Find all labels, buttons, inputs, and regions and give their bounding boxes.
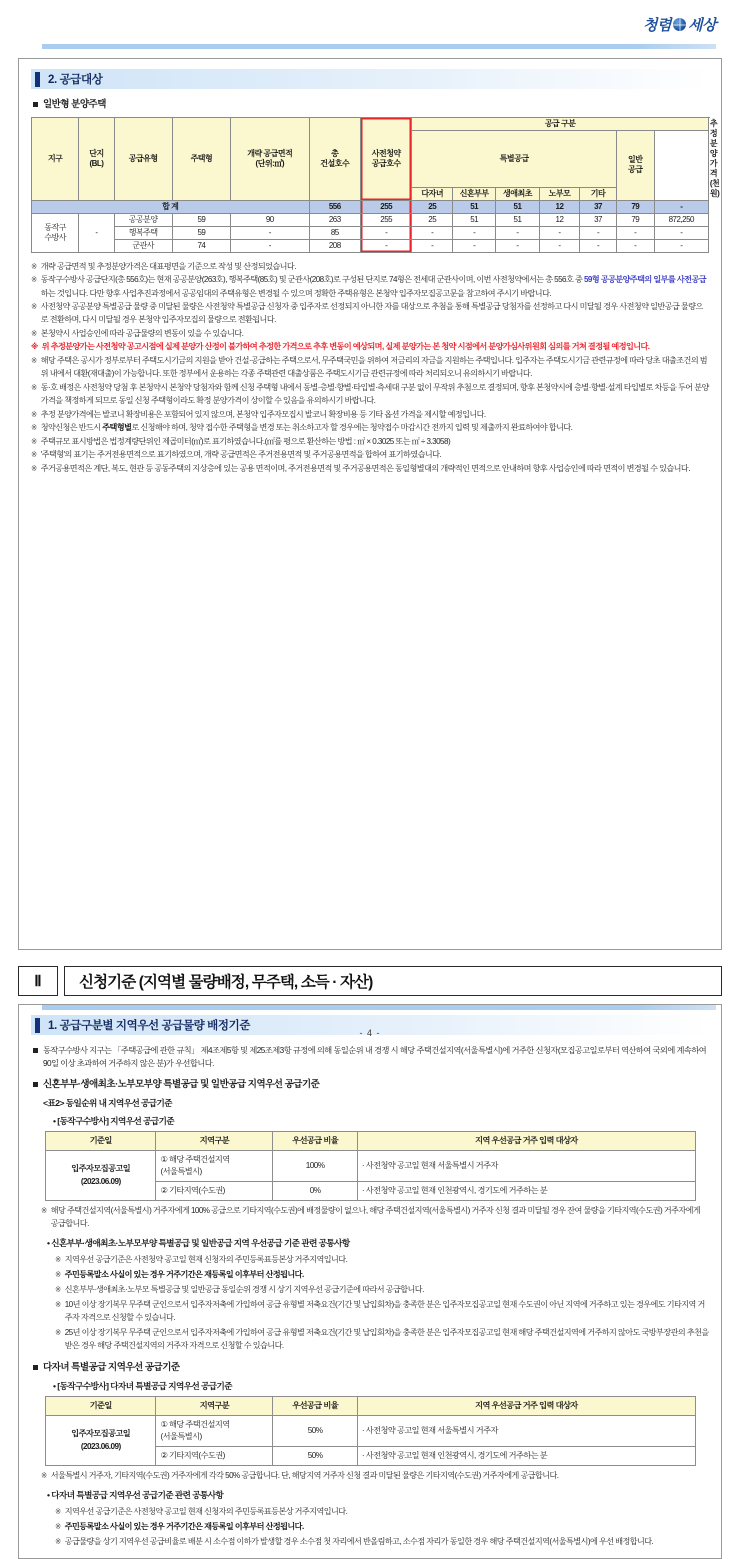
asterisk-icon: ※ bbox=[55, 1268, 61, 1281]
td-newlywed: 51 bbox=[453, 213, 496, 226]
td-target: · 사전청약 공고일 현재 인천광역시, 경기도에 거주하는 분 bbox=[357, 1447, 695, 1466]
note-item bbox=[31, 354, 709, 380]
note-item bbox=[31, 260, 709, 273]
table-b-note bbox=[41, 1470, 709, 1483]
td-etc: - bbox=[580, 239, 617, 252]
note-post: 로 신청해야 하며, 청약 접수한 주택형을 변경 또는 취소하고자 할 경우에는 청약접수 마감시간 전까지 입력 및 제출까지 완료하여야 합니다. bbox=[131, 423, 572, 432]
item-text: 지역우선 공급기준은 사전청약 공고일 현재 신청자의 주민등록표등본상 거주지역입니다. bbox=[65, 1253, 348, 1266]
note-text: 사전청약 공공분양 특별공급 물량 중 미달된 물량은 사전청약 특별공급 신청자 중 입주자로 선정되지 아니한 자를 대상으로 추첨을 통해 특별공급 당첨자를 선정하고 다시 미달될 경우 사전청약 일반공급 물량으로 전환하며, 다시 미달될 경우 본청약 입주자모집의 물량으로 전환됩니다. bbox=[41, 300, 709, 326]
td-preapply-units: 255 bbox=[360, 213, 411, 226]
td-total-units: 208 bbox=[309, 239, 360, 252]
td-total-units: 556 bbox=[309, 200, 360, 213]
asterisk-icon: ※ bbox=[55, 1535, 61, 1548]
td-total-units: 263 bbox=[309, 213, 360, 226]
th-total-units: 총 건설호수 bbox=[309, 117, 360, 200]
td-etc: - bbox=[580, 226, 617, 239]
item-text: 10년 이상 장기복무 무주택 군인으로서 입주자저축에 가입하여 공급 유형별 저축요건(기간 및 납입회차)을 충족한 분은 입주자모집공고일 현재 수도권이 아닌 지역에 거주하고 있는 경우에도 기타지역 거주자 자격으로 신청할 수 있습니다. bbox=[65, 1298, 709, 1324]
td-target: · 사전청약 공고일 현재 서울특별시 거주자 bbox=[357, 1416, 695, 1447]
base-date-line2: (2023.06.09) bbox=[81, 1442, 121, 1451]
th-etc: 기타 bbox=[580, 187, 617, 200]
td-etc: 37 bbox=[580, 213, 617, 226]
asterisk-icon: ※ bbox=[31, 260, 37, 273]
td-multi-child: - bbox=[412, 239, 453, 252]
item-text: 지역우선 공급기준은 사전청약 공고일 현재 신청자의 주민등록표등본상 거주지역입니다. bbox=[65, 1505, 348, 1518]
subhead-newlywed-criteria bbox=[33, 1078, 709, 1092]
td-est-price: - bbox=[654, 239, 708, 252]
asterisk-icon: ※ bbox=[31, 327, 37, 340]
td-total-parents: 12 bbox=[539, 200, 580, 213]
note-text: 추정 분양가격에는 발코니 확장비용은 포함되어 있지 않으며, 본청약 입주자모집시 발코니 확장비용 등 기타 옵션 가격을 제시할 예정입니다. bbox=[41, 408, 709, 421]
asterisk-icon: ※ bbox=[41, 1205, 47, 1231]
brand-logo bbox=[643, 14, 716, 35]
note-item bbox=[31, 408, 709, 421]
item-text: 공급물량을 상기 지역우선 공급비율로 배분 시 소수점 이하가 발생할 경우 소수점 첫 자리에서 반올림하고, 소수점 자리가 동일한 경우 해당 주택건설지역(서울특별시)에 우선 배정합니다. bbox=[65, 1535, 654, 1548]
table-row bbox=[46, 1416, 696, 1447]
roman-section-title: 신청기준 (지역별 물량배정, 무주택, 소득 · 자산) bbox=[64, 966, 722, 996]
td-area: - bbox=[231, 226, 310, 239]
table-header-row bbox=[46, 1132, 696, 1151]
td-total-multi-child: 25 bbox=[412, 200, 453, 213]
td-supply-type: 공공분양 bbox=[114, 213, 172, 226]
th-house-type: 주택형 bbox=[172, 117, 230, 200]
header-divider-rule bbox=[42, 44, 716, 49]
td-total-label: 합 계 bbox=[32, 200, 310, 213]
td-ratio: 50% bbox=[273, 1447, 357, 1466]
td-multi-child: 25 bbox=[412, 213, 453, 226]
th-area: 개략 공급면적 (단위:㎡) bbox=[231, 117, 310, 200]
td-complex-value: - bbox=[79, 213, 114, 252]
asterisk-icon: ※ bbox=[55, 1298, 61, 1324]
th-district: 지구 bbox=[32, 117, 79, 200]
note-pre: 동작구수방사 공급단지(총 556호)는 현재 공공분양(263호), 행복주택(85호) 및 군관사(208호)로 구성된 단지로 74형은 전세대 군관사이며, 이번 사전청약에서는 총 556호 중 bbox=[41, 275, 584, 284]
criteria-table-b bbox=[45, 1396, 696, 1466]
td-general: 79 bbox=[616, 213, 654, 226]
globe-icon bbox=[673, 18, 686, 31]
asterisk-icon: ※ bbox=[31, 340, 38, 353]
table-a-note bbox=[41, 1205, 709, 1231]
td-general: - bbox=[616, 226, 654, 239]
base-date-line2: (2023.06.09) bbox=[81, 1177, 121, 1186]
asterisk-icon: ※ bbox=[31, 435, 37, 448]
td-est-price: 872,250 bbox=[654, 213, 708, 226]
th-parents: 노부모 bbox=[539, 187, 580, 200]
subhead-text: 다자녀 특별공급 지역우선 공급기준 bbox=[43, 1361, 180, 1375]
asterisk-icon: ※ bbox=[31, 381, 37, 407]
td-est-price: - bbox=[654, 226, 708, 239]
table2-sublabel: • [동작구수방사] 지역우선 공급기준 bbox=[53, 1115, 709, 1127]
td-total-est-price: - bbox=[654, 200, 708, 213]
td-total-preapply: 255 bbox=[360, 200, 411, 213]
note-item bbox=[31, 300, 709, 326]
table-row bbox=[32, 239, 709, 252]
table-row-total bbox=[32, 200, 709, 213]
roman-numeral-box: Ⅱ bbox=[18, 966, 58, 996]
td-base-date bbox=[46, 1151, 156, 1201]
base-date-line1: 입주자모집공고일 bbox=[71, 1164, 130, 1173]
asterisk-icon: ※ bbox=[55, 1283, 61, 1296]
td-first-time: - bbox=[496, 226, 539, 239]
note-text: 본청약시 사업승인에 따라 공급물량의 변동이 있을 수 있습니다. bbox=[41, 327, 709, 340]
th-ratio: 우선공급 비율 bbox=[273, 1397, 357, 1416]
asterisk-icon: ※ bbox=[31, 354, 37, 380]
td-multi-child: - bbox=[412, 226, 453, 239]
asterisk-icon: ※ bbox=[55, 1505, 61, 1518]
td-area: - bbox=[231, 239, 310, 252]
note-item bbox=[31, 421, 709, 434]
td-newlywed: - bbox=[453, 226, 496, 239]
note-emphasis: 주택형별 bbox=[102, 423, 131, 432]
common-a-item bbox=[55, 1283, 709, 1296]
table2-caption: <표2> 동일순위 내 지역우선 공급기준 bbox=[43, 1097, 709, 1109]
note-item bbox=[31, 273, 709, 299]
td-house-type: 59 bbox=[172, 213, 230, 226]
common-section-b-title: • 다자녀 특별공급 지역우선 공급기준 관련 공통사항 bbox=[47, 1489, 709, 1501]
asterisk-icon: ※ bbox=[31, 448, 37, 461]
note-item-highlighted bbox=[31, 340, 709, 353]
base-date-line1: 입주자모집공고일 bbox=[71, 1429, 130, 1438]
subhead-text: 신혼부부·생애최초·노부모부양 특별공급 및 일반공급 지역우선 공급기준 bbox=[43, 1078, 319, 1092]
td-first-time: 51 bbox=[496, 213, 539, 226]
square-bullet-icon bbox=[33, 1365, 38, 1370]
th-special-supply: 특별공급 bbox=[412, 130, 616, 187]
td-total-units: 85 bbox=[309, 226, 360, 239]
th-supply-division: 공급 구분 bbox=[412, 117, 708, 130]
criteria-sheet bbox=[18, 1004, 722, 1559]
note-text: 동·호 배정은 사전청약 당첨 후 본청약시 본청약 당첨자와 함께 신청 주택형 내에서 동별·층별·향별·타입별·측세대 구분 없이 무작위 추첨으로 결정되며, 향후 본청약시에 층별·향별·설계 타입별로 차등을 두어 분양가격을 책정하게 되므로 동일 신청 주택형이라도 확정 분양가격이 상이할 수 있음을 유의하시기 바랍니다. bbox=[41, 381, 709, 407]
item-text: 25년 이상 장기복무 무주택 군인으로서 입주자저축에 가입하여 공급 유형별 저축요건(기간 및 납입회차)을 충족한 분은 입주자모집공고일 현재 해당 주택건설지역에 거주하지 않아도 국방부장관의 추천을 받은 경우 해당 주택건설지역의 거주자 자격으로 신청할 수 있습니다. bbox=[65, 1326, 709, 1352]
th-base-date: 기준일 bbox=[46, 1132, 156, 1151]
common-a-item bbox=[55, 1298, 709, 1324]
asterisk-icon: ※ bbox=[31, 273, 37, 299]
td-total-general: 79 bbox=[616, 200, 654, 213]
td-ratio: 100% bbox=[273, 1151, 357, 1182]
th-target: 지역 우선공급 거주 입력 대상자 bbox=[357, 1132, 695, 1151]
supply-notes-list bbox=[31, 260, 709, 475]
asterisk-icon: ※ bbox=[31, 300, 37, 326]
table-row bbox=[32, 213, 709, 226]
th-complex: 단지 (BL) bbox=[79, 117, 114, 200]
table-row bbox=[46, 1151, 696, 1182]
common-section-a-title: • 신혼부부·생애최초·노부모부양 특별공급 및 일반공급 지역 우선공급 기준 관련 공통사항 bbox=[47, 1237, 709, 1249]
common-a-item bbox=[55, 1326, 709, 1352]
td-house-type: 74 bbox=[172, 239, 230, 252]
item-text: 주민등록말소 사실이 있는 경우 거주기간은 재등록일 이후부터 산정됩니다. bbox=[65, 1520, 304, 1533]
th-region: 지역구분 bbox=[156, 1397, 273, 1416]
asterisk-icon: ※ bbox=[31, 408, 37, 421]
td-house-type: 59 bbox=[172, 226, 230, 239]
td-base-date bbox=[46, 1416, 156, 1466]
td-region: ② 기타지역(수도권) bbox=[156, 1447, 273, 1466]
td-target: · 사전청약 공고일 현재 서울특별시 거주자 bbox=[357, 1151, 695, 1182]
td-newlywed: - bbox=[453, 239, 496, 252]
td-total-newlywed: 51 bbox=[453, 200, 496, 213]
th-target: 지역 우선공급 거주 입력 대상자 bbox=[357, 1397, 695, 1416]
note-text: 주택규모 표시방법은 법정계량단위인 제곱미터(㎡)로 표기하였습니다.(㎡를 평으로 환산하는 방법 : ㎡ × 0.3025 또는 ㎡ ÷ 3.3058) bbox=[41, 435, 709, 448]
th-newlywed: 신혼부부 bbox=[453, 187, 496, 200]
td-ratio: 0% bbox=[273, 1182, 357, 1201]
asterisk-icon: ※ bbox=[31, 421, 37, 434]
supply-target-table bbox=[31, 117, 709, 253]
td-target: · 사전청약 공고일 현재 인천광역시, 경기도에 거주하는 분 bbox=[357, 1182, 695, 1201]
document-sheet bbox=[18, 58, 722, 950]
note-text: 개략 공급면적 및 추정분양가격은 대표평면을 기준으로 작성 및 산정되었습니다. bbox=[41, 260, 709, 273]
td-preapply-units: - bbox=[360, 239, 411, 252]
common-b-item bbox=[55, 1505, 709, 1518]
note-item bbox=[31, 381, 709, 407]
square-bullet-icon bbox=[33, 1082, 38, 1087]
common-b-item bbox=[55, 1535, 709, 1548]
note-text: 해당 주택건설지역(서울특별시) 거주자에게 100% 공급으로 기타지역(수도권)에 배정물량이 없으나, 해당 주택건설지역(서울특별시) 거주자 신청 결과 미달될 경우 잔여 물량을 기타지역(수도권) 거주자에게 공급합니다. bbox=[51, 1205, 709, 1231]
table-row bbox=[32, 226, 709, 239]
note-item bbox=[31, 448, 709, 461]
note-text: 주거공용면적은 계단, 복도, 현관 등 공동주택의 지상층에 있는 공용 면적이며, 주거전용면적 및 주거공용면적은 동일형별대의 개략적인 면적으로 안내하며 향후 사업승인에 따라 면적이 변경될 수 있습니다. bbox=[41, 462, 709, 475]
section-title-supply-target bbox=[31, 69, 709, 89]
asterisk-icon: ※ bbox=[31, 462, 37, 475]
td-region: ① 해당 주택건설지역 (서울특별시) bbox=[156, 1151, 273, 1182]
page-number: - 4 - bbox=[0, 1028, 740, 1038]
square-bullet-icon bbox=[33, 1048, 38, 1053]
note-text bbox=[41, 421, 709, 434]
td-region: ② 기타지역(수도권) bbox=[156, 1182, 273, 1201]
note-pre: 청약신청은 반드시 bbox=[41, 423, 103, 432]
roman-section-wrapper bbox=[18, 966, 722, 996]
section-title-text: 2. 공급대상 bbox=[48, 71, 102, 87]
common-a-item bbox=[55, 1253, 709, 1266]
note-post: 하는 것입니다. 다만 향후 사업추진과정에서 공공임대의 주택유형은 변경될 수 있으며 정확한 주택유형은 본청약 입주자모집공고문을 참고하여 주시기 바랍니다. bbox=[41, 289, 551, 298]
td-first-time: - bbox=[496, 239, 539, 252]
section-tick-icon bbox=[35, 72, 40, 87]
intro-paragraph bbox=[33, 1044, 709, 1071]
table-b-sublabel: • [동작구수방사] 다자녀 특별공급 지역우선 공급기준 bbox=[53, 1380, 709, 1392]
th-preapply-units: 사전청약 공급호수 bbox=[360, 117, 411, 200]
page-header bbox=[0, 0, 740, 58]
asterisk-icon: ※ bbox=[41, 1470, 47, 1483]
td-total-first-time: 51 bbox=[496, 200, 539, 213]
note-text bbox=[41, 273, 709, 299]
intro-text: 동작구수방사 지구는 「주택공급에 관한 규칙」 제4조제5항 및 제25조제3항 규정에 의해 동일순위 내 경쟁 시 해당 주택건설지역(서울특별시)에 거주한 신청자(모집공고일로부터 역산하여 국외에 계속하여 90일 이상 초과하여 거주하지 않은 분)가 우선합니다. bbox=[43, 1044, 709, 1071]
note-item bbox=[31, 462, 709, 475]
note-text: 서울특별시 거주자, 기타지역(수도권) 거주자에게 각각 50% 공급합니다. 단, 해당지역 거주자 신청 결과 미달된 물량은 기타지역(수도권) 거주자에게 공급합니다. bbox=[51, 1470, 559, 1483]
brand-name-left: 청렴 bbox=[643, 14, 671, 35]
table-header-row bbox=[46, 1397, 696, 1416]
note-item bbox=[31, 435, 709, 448]
td-parents: - bbox=[539, 239, 580, 252]
note-text: 위 추정분양가는 사전청약 공고시점에 실제 분양가 산정이 불가하여 추정한 가격으로 추후 변동이 예상되며, 실제 분양가는 본 청약 시점에서 분양가심사위원회 심의를 거쳐 결정될 예정입니다. bbox=[42, 340, 709, 353]
table-header-row-1 bbox=[32, 117, 709, 130]
th-supply-type: 공급유형 bbox=[114, 117, 172, 200]
common-a-item bbox=[55, 1268, 709, 1281]
td-parents: 12 bbox=[539, 213, 580, 226]
td-region: ① 해당 주택건설지역 (서울특별시) bbox=[156, 1416, 273, 1447]
td-preapply-units: - bbox=[360, 226, 411, 239]
subhead-text: 일반형 분양주택 bbox=[43, 98, 106, 112]
note-emphasis: 59형 공공분양주택의 일부를 사전공급 bbox=[584, 275, 706, 284]
subhead-multichild-criteria bbox=[33, 1361, 709, 1375]
td-parents: - bbox=[539, 226, 580, 239]
th-multi-child: 다자녀 bbox=[412, 187, 453, 200]
asterisk-icon: ※ bbox=[55, 1326, 61, 1352]
th-first-time: 생애최초 bbox=[496, 187, 539, 200]
td-ratio: 50% bbox=[273, 1416, 357, 1447]
th-base-date: 기준일 bbox=[46, 1397, 156, 1416]
note-text: 해당 주택은 공시가 정부로부터 주택도시기금의 지원을 받아 건설·공급하는 주택으로서, 무주택국민을 위하여 저금리의 자금을 지원하는 주택입니다. 입주자는 주택도시기금 관련규정에 따라 당초 대출조건의 범위 내에서 대환(재대출)이 가능합니다. 또한 정부에서 운용하는 각종 주택관련 대출상품은 주택도시기금 관련규정에 따라 처리되오니 유의하시기 바랍니다. bbox=[41, 354, 709, 380]
asterisk-icon: ※ bbox=[55, 1253, 61, 1266]
th-general-supply: 일반 공급 bbox=[616, 130, 654, 200]
td-district-name: 동작구 수방사 bbox=[32, 213, 79, 252]
section-title-text: 1. 공급구분별 지역우선 공급물량 배정기준 bbox=[48, 1017, 250, 1033]
common-b-item bbox=[55, 1520, 709, 1533]
td-area: 90 bbox=[231, 213, 310, 226]
asterisk-icon: ※ bbox=[55, 1520, 61, 1533]
th-region: 지역구분 bbox=[156, 1132, 273, 1151]
td-supply-type: 행복주택 bbox=[114, 226, 172, 239]
square-bullet-icon bbox=[33, 102, 38, 107]
th-ratio: 우선공급 비율 bbox=[273, 1132, 357, 1151]
note-text: '주택형'의 표기는 주거전용면적으로 표기하였으며, 개략 공급면적은 주거전용면적 및 주거공용면적을 합하여 표기하였습니다. bbox=[41, 448, 709, 461]
criteria-table-a bbox=[45, 1131, 696, 1201]
td-supply-type: 군관사 bbox=[114, 239, 172, 252]
item-text: 주민등록말소 사실이 있는 경우 거주기간은 재등록일 이후부터 산정됩니다. bbox=[65, 1268, 304, 1281]
td-total-etc: 37 bbox=[580, 200, 617, 213]
footer-divider-rule bbox=[42, 1005, 716, 1010]
note-item bbox=[31, 327, 709, 340]
item-text: 신혼부부·생애최초·노부모 특별공급 및 일반공급 동일순위 경쟁 시 상기 지역우선 공급기준에 따라서 공급합니다. bbox=[65, 1283, 424, 1296]
subhead-general-housing bbox=[33, 98, 709, 112]
brand-name-right: 세상 bbox=[688, 14, 716, 35]
roman-section-header bbox=[18, 966, 722, 996]
td-general: - bbox=[616, 239, 654, 252]
